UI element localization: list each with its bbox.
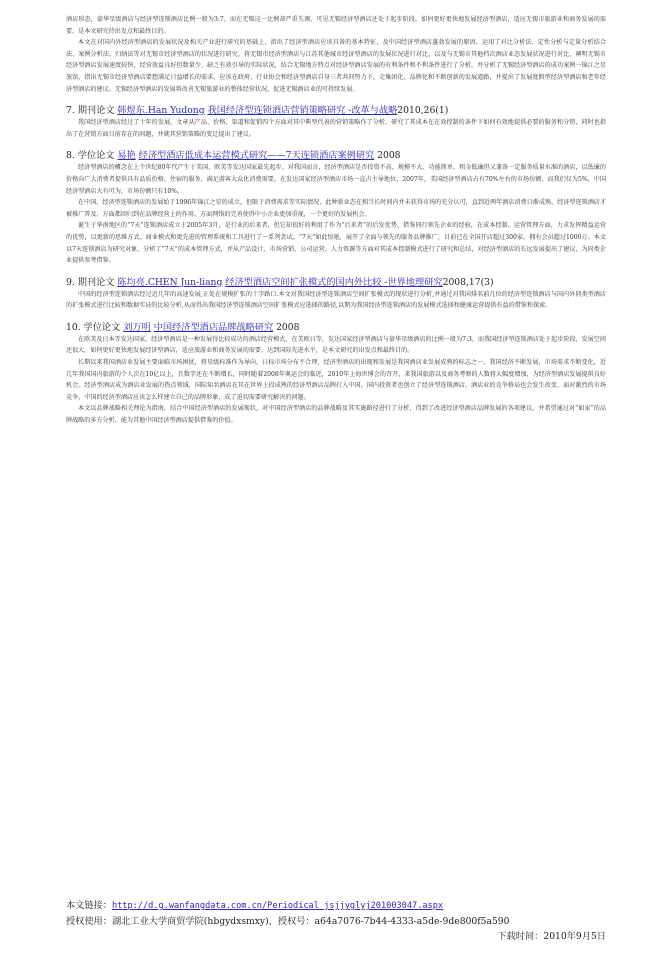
entry-meta: 2008,17(3)	[442, 276, 494, 288]
article-url-link[interactable]: http://d.g.wanfangdata.com.cn/Periodical_jsjjyglyj201003047.aspx	[111, 901, 444, 911]
reference-entry-7	[66, 104, 606, 140]
entry-number: 8.	[66, 150, 75, 162]
entry-type: 学位论文	[77, 150, 115, 162]
entry-heading	[66, 276, 606, 289]
download-time-line	[66, 929, 606, 944]
author-link[interactable]: 刘万明	[123, 321, 151, 333]
entry-type: 期刊论文	[77, 276, 115, 288]
license-value: 湖北工业大学商贸学院(hbgydxsmxy)，授权号：a64a7076-7b44-4333-a5de-9de800f5a590	[111, 916, 510, 927]
abstract-paragraph: 在中国，经济型连锁酒店的发展始于1996年锦江之星的成立，但限于消费需求等实际情况，此种新业态在相当长时间内并未获得市场的充分认可，直到近两年酒店消费日渐成熟，经济型连锁酒店才被推广普及、方面都回归到在品牌经营上的作用。方面网络的完善使得中小企业更加重视，一个更好的发展机会。	[66, 199, 606, 218]
title-link[interactable]: 经济型酒店空间扩张模式的国内外比较 -世界地理研究	[225, 276, 443, 288]
abstract-paragraph: 经济型酒店的概念在上个世纪80年代产生于美国，欧美等发达国家最先起步。对我国而言，经济型酒店是否投资不高、规模不大、功能简单，租金低廉但又兼备一定服务质量水准的酒店，以低廉的价格向广大消费者提供具有品质价格、住宿的服务，满足游客大众化消费需要。在发达国家经济型酒店市场一直占主导地位，2007年，美国经济型酒店占有70%左右的市场份额，而我们仅为5%，中国经济型酒店大有可为，市场份额只有10%。	[66, 164, 606, 195]
abstract-paragraph: 长期以来我国酒店业发展主要面临市场困扰，将星级标准作为导向，日标市场分布不合理，经济型酒店的出现和发展是我国酒店业发展成熟的标志之一。我国经济不断发展，市场需求不断变化，近几年我国国内旅游的个人次在10亿以上，且数字还在不断增长，同时随着2008年奥运会的临近，2010年上海世博会的召开，来我国旅游以及商务考察的人数将大幅度增加，为经济型酒店发展提供良好机会。经济型酒店成为酒店业发展的热点领域，国际知名酒店在其在世界上投成熟的经济型酒店品牌打入中国，国内投资者也创立了经济型连锁酒店，酒店业的竞争格局也会发生改变，面对激烈的市场竞争，中国的经济型酒店应该怎么样建立自己的品牌形象，成了迫切需要研究解决的问题。	[66, 359, 606, 401]
abstract-paragraph: 中国的经济型连锁酒店经过近几年的高速发展,正处在规模扩张的十字路口.本文对我国经济型连锁酒店空间扩张模式的现状进行分析,并通过对我国排名前几位的经济型连锁酒店与国内外同类型酒店的扩张模式进行比较和数据实证的比较分析,从而得出我国经济型连锁酒店空间扩张模式应选择的路径,以期为我国经济型连锁酒店的发展模式选择和健康运营提供有益的借鉴和探索.	[66, 290, 606, 310]
entry-heading	[66, 149, 606, 162]
author-link[interactable]: 陈均亮.CHEN Jun-liang	[117, 276, 223, 288]
link-label: 本文链接：	[66, 900, 112, 911]
reference-entry-8	[66, 149, 606, 266]
entry-type: 学位论文	[83, 321, 121, 333]
download-label: 下载时间：	[497, 931, 544, 942]
abstract-paragraph: 在欧美及日本等发达国家，经济型酒店是一种发展得比较成功的酒店经营模式，在美欧日等，发达国家经济型酒店与豪华星级酒店的比例一般为7:3，而我国经济型连锁酒店处于起步阶段，发展空间还很大。如何更好更快地发展经济型酒店，适应旅游业和商务发展的需要，达到国际先进水平，是本文研究的出发点和最终目的。	[66, 335, 606, 355]
license-label: 授权使用：	[66, 916, 112, 927]
license-line	[66, 914, 606, 929]
abstract-paragraph: 我国经济型酒店经过了十年的发展，文章从产品、价格、渠道和促销四个方面对其中典型代表的营销策略作了分析，研究了其成本在在效控制的条件下如何有效地提供必要的服务和分销，同时也指出了在营销方面目前存在的问题，并就其营销策略的变迁提出了建议。	[66, 119, 606, 138]
entry-meta: 2008	[276, 321, 300, 333]
intro-paragraph: 酒店形态，豪华星级酒店与经济型连锁酒店比例一般为3:7，而在无锡这一比例却严重失调，可见无锡经济型酒店还处于起步阶段。如何更好更快地发展经济型酒店，适应无锡市旅游业和商务发展的需要，是本文研究待出发点和最终目的。	[66, 16, 606, 35]
title-link[interactable]: 经济型酒店低成本运营模式研究——7天连锁酒店案例研究	[138, 150, 375, 162]
entry-number: 7.	[66, 105, 75, 117]
title-link[interactable]: 我国经济型连锁酒店营销策略研究 -改革与战略	[207, 105, 398, 117]
entry-type: 期刊论文	[77, 105, 115, 117]
entry-heading	[66, 104, 606, 117]
reference-entry-10	[66, 321, 606, 427]
document-body	[66, 14, 606, 427]
entry-meta: 2008	[377, 150, 401, 162]
entry-meta: 2010,26(1)	[397, 105, 449, 117]
author-link[interactable]: 韩煜东.Han Yudong	[117, 105, 205, 117]
entry-number: 9.	[66, 276, 75, 288]
document-footer	[66, 898, 606, 944]
abstract-paragraph: 本文以品牌战略相关理论为指南，结合中国经济型酒店的发展现状，对中国经济型酒店的品牌战略及其实施路径进行了分析，得到了改进经济型酒店品牌发展的各项建议，并希望通过对“如家”的品牌战略的多方分析，能为其他中国经济型酒店提供借鉴的价值。	[66, 405, 606, 425]
intro-paragraph: 本文在对国内外经济型酒店的发展状况及相关产业进行研究的基础上，指出了经济型酒店应该具备的基本特征，及中国经济型酒店蓬勃发展的原因。运用了对比分析法、定性分析与定量分析结合法、案例分析法、归纳法等对无锡市经济型酒店的状况进行研究，将无锡市经济型酒店与江苏其他城市经济型酒店的发展状况进行对比，以及与无锡市其他档次酒店业态发展状况进行对比，阐明无锡市经济型酒店发展速度较快，经营效益良好但数量少、缺乏有效引导的实际状况，结合无锡地方特点对经济型酒店发展的有利条件和不利条件进行了分析，并分析了无锡经济型酒店的成功案例一锦江之星旅馆，指出无锡市经济型酒店要想满足日益增长的需求，应该在政府、行业协会和经济型酒店自身三者共同努力下，走集团化、品牌化和不断创新的发展道路，并提出了发展度假型经济型酒店和老年经济型酒店的建议。无锡经济型酒店的发展将改善无锡旅游业的整体经营状况，促进无锡酒店业的可持续发展。	[66, 39, 606, 93]
title-link[interactable]: 中国经济型酒店品牌战略研究	[153, 321, 274, 333]
download-value: 2010年9月5日	[543, 931, 606, 942]
abstract-paragraph: 诞生于华南地区的“7天”连锁酒店成立于2005年3月，是行业的后来者，但它却很好的利用了作为“后来者”的后发优势，借鉴同行领先企业的经验，在成本控制、运营管理方面，力求发挥精益运营的优势，以更新的思维方式、商业模式和更先进的管理系统和工具进行了一系列尝试。“7天”如此惊艳，展开了全面与领先的服务品牌推广，目前已在全国开店超过300家，拥有会员超过1000万。本文以7天连锁酒店为研究对象，分析了“7天”的成本管理方式，并从产品设计、市场营销、公司运营、人力资源等方面对其成本控制模式进行了研究和总结，对经济型酒店的长远发展提出了建议，为同类企业提供参考借鉴。	[66, 222, 606, 265]
entry-heading	[66, 321, 606, 334]
reference-entry-9	[66, 276, 606, 312]
article-link-line	[66, 898, 606, 914]
author-link[interactable]: 易艳	[117, 150, 136, 162]
intro-section	[66, 14, 606, 95]
entry-number: 10.	[66, 321, 81, 333]
